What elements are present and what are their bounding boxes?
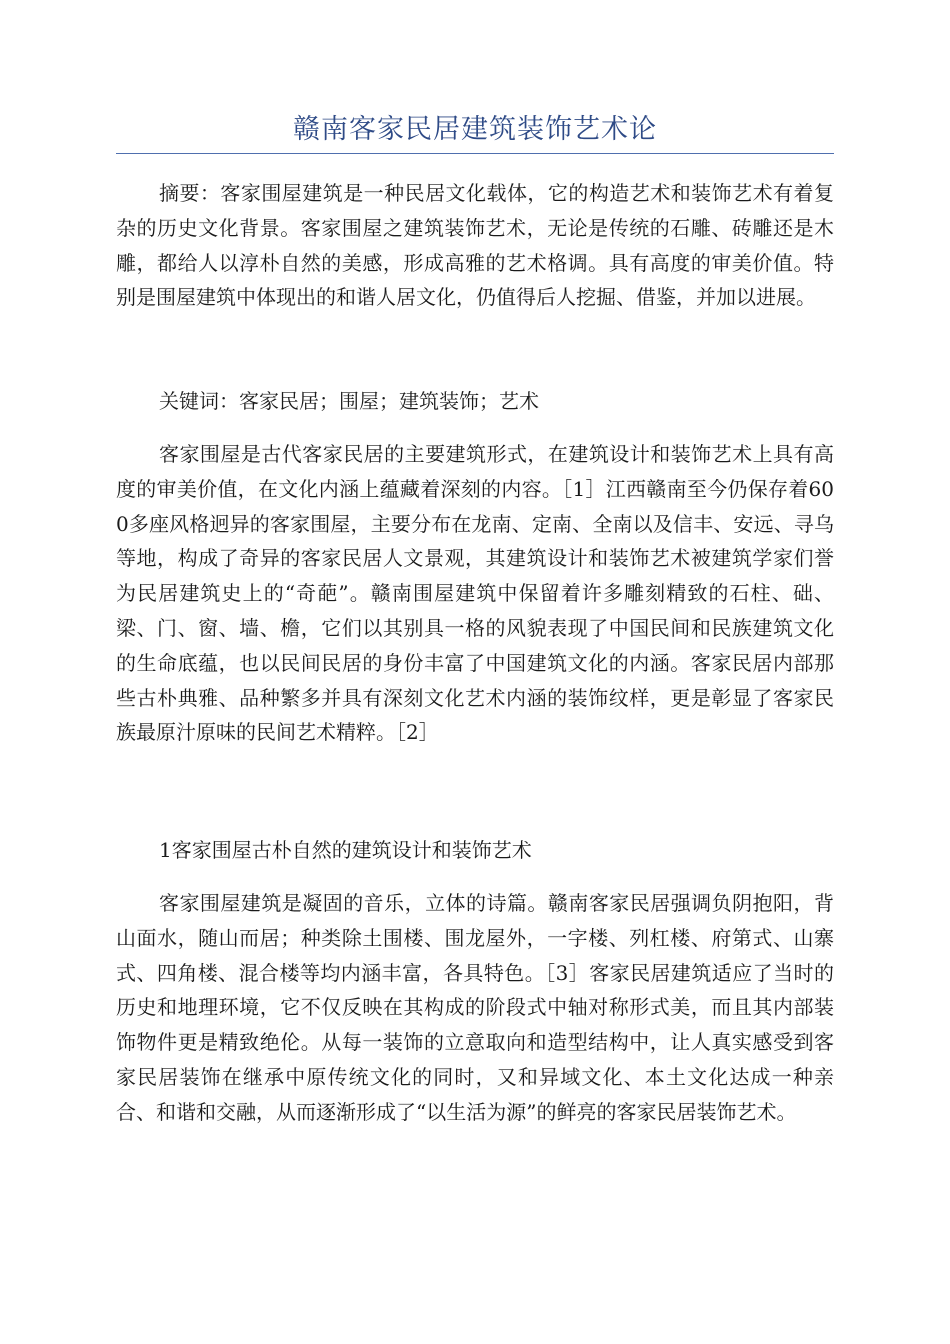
title-underline bbox=[116, 153, 834, 154]
abstract-paragraph: 摘要：客家围屋建筑是一种民居文化载体，它的构造艺术和装饰艺术有着复杂的历史文化背景。客家围屋之建筑装饰艺术，无论是传统的石雕、砖雕还是木雕，都给人以淳朴自然的美感，形成高雅的艺术格调。具有高度的审美价值。特别是围屋建筑中体现出的和谐人居文化，仍值得后人挖掘、借鉴，并加以进展。 bbox=[116, 181, 834, 310]
intro-paragraph: 客家围屋是古代客家民居的主要建筑形式，在建筑设计和装饰艺术上具有高度的审美价值，在文化内涵上蕴藏着深刻的内容。［1］江西赣南至今仍保存着600多座风格迥异的客家围屋，主要分布在龙南、定南、全南以及信丰、安远、寻乌等地，构成了奇异的客家民居人文景观，其建筑设计和装饰艺术被建筑学家们誉为民居建筑史上的“奇葩”。赣南围屋建筑中保留着许多雕刻精致的石柱、础、梁、门、窗、墙、檐，它们以其别具一格的风貌表现了中国民间和民族建筑文化的生命底蕴，也以民间民居的身份丰富了中国建筑文化的内涵。客家民居内部那些古朴典雅、品种繁多并具有深刻文化艺术内涵的装饰纹样，更是彰显了客家民族最原汁原味的民间艺术精粹。［2］ bbox=[116, 442, 834, 745]
keywords-paragraph: 关键词：客家民居；围屋；建筑装饰；艺术 bbox=[159, 389, 539, 413]
section-1-body-paragraph: 客家围屋建筑是凝固的音乐，立体的诗篇。赣南客家民居强调负阴抱阳，背山面水，随山而居；种类除土围楼、围龙屋外，一字楼、列杠楼、府第式、山寨式、四角楼、混合楼等均内涵丰富，各具特色。［3］客家民居建筑适应了当时的历史和地理环境，它不仅反映在其构成的阶段式中轴对称形式美，而且其内部装饰物件更是精致绝伦。从每一装饰的立意取向和造型结构中，让人真实感受到客家民居装饰在继承中原传统文化的同时，又和异域文化、本土文化达成一种亲合、和谐和交融，从而逐渐形成了“以生活为源”的鲜亮的客家民居装饰艺术。 bbox=[116, 891, 834, 1124]
section-1-heading: 1客家围屋古朴自然的建筑设计和装饰艺术 bbox=[159, 838, 532, 862]
document-title: 赣南客家民居建筑装饰艺术论 bbox=[293, 114, 657, 145]
